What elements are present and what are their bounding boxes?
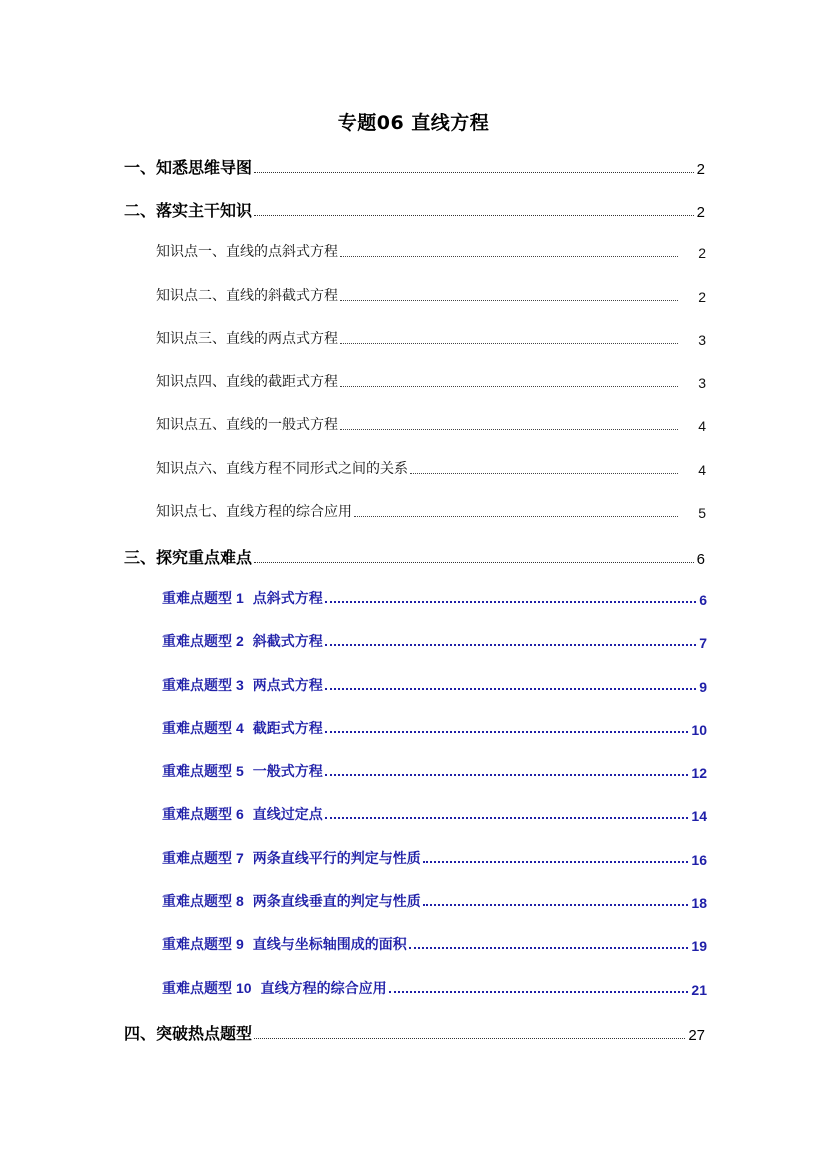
toc-page-number: 6 [696, 551, 705, 568]
toc-key-type-title [162, 891, 421, 911]
toc-key-type-number: 9 [236, 936, 244, 952]
toc-page-number: 5 [698, 505, 706, 521]
toc-knowledge-point-6[interactable] [156, 458, 706, 478]
toc-page-number: 27 [688, 1027, 705, 1044]
toc-key-type-number: 6 [236, 806, 244, 822]
toc-section-2[interactable] [124, 198, 705, 221]
toc-key-type-9[interactable] [162, 934, 707, 954]
toc-key-type-title [162, 675, 323, 695]
toc-key-type-title [162, 934, 407, 954]
toc-key-type-title [162, 588, 323, 608]
toc-key-type-prefix: 重难点题型 [162, 807, 232, 823]
toc-page-number: 6 [699, 592, 707, 608]
toc-section-label: 二、落实主干知识 [124, 201, 253, 220]
toc-section-3[interactable] [124, 545, 705, 568]
toc-section-label: 三、探究重点难点 [124, 548, 253, 567]
toc-key-type-number: 8 [236, 893, 244, 909]
toc-key-type-title [162, 978, 387, 998]
toc-key-type-prefix: 重难点题型 [162, 894, 232, 910]
toc-page-number: 10 [691, 722, 707, 738]
toc-page-number: 14 [691, 808, 707, 824]
toc-page-number: 9 [699, 679, 707, 695]
toc-key-type-number: 7 [236, 850, 244, 866]
toc-key-type-10[interactable] [162, 978, 707, 998]
toc-leader-dots [340, 296, 678, 301]
toc-key-type-prefix: 重难点题型 [162, 591, 232, 607]
toc-key-type-number: 1 [236, 590, 244, 606]
toc-key-type-prefix: 重难点题型 [162, 634, 232, 650]
toc-page-number: 19 [691, 938, 707, 954]
toc-page-number: 7 [699, 635, 707, 651]
toc-item-label: 知识点一、直线的点斜式方程 [156, 244, 338, 260]
toc-page-number: 4 [698, 418, 706, 434]
toc-key-type-label: 两条直线平行的判定与性质 [252, 851, 421, 867]
toc-key-type-title [162, 804, 323, 824]
toc-item-label: 知识点六、直线方程不同形式之间的关系 [156, 461, 408, 477]
toc-key-type-6[interactable] [162, 804, 707, 824]
toc-key-type-prefix: 重难点题型 [162, 764, 232, 780]
toc-section-label: 一、知悉思维导图 [124, 158, 253, 177]
toc-key-type-2[interactable] [162, 631, 707, 651]
toc-leader-dots [389, 987, 689, 993]
toc-knowledge-point-3[interactable] [156, 328, 706, 348]
toc-section-4[interactable] [124, 1021, 705, 1044]
toc-page-number: 2 [698, 245, 706, 261]
toc-key-type-7[interactable] [162, 848, 707, 868]
toc-key-type-label: 一般式方程 [252, 764, 323, 780]
toc-item-label: 知识点三、直线的两点式方程 [156, 331, 338, 347]
toc-page-number: 21 [691, 982, 707, 998]
toc-leader-dots [340, 252, 678, 257]
toc-leader-dots [254, 558, 694, 563]
toc-key-type-prefix: 重难点题型 [162, 678, 232, 694]
toc-knowledge-point-7[interactable] [156, 501, 706, 521]
toc-key-type-label: 两条直线垂直的判定与性质 [252, 894, 421, 910]
toc-key-type-title [162, 761, 323, 781]
toc-leader-dots [325, 813, 689, 819]
toc-knowledge-point-5[interactable] [156, 414, 706, 434]
toc-section-label: 四、突破热点题型 [124, 1024, 253, 1043]
toc-leader-dots [254, 168, 694, 173]
toc-knowledge-point-1[interactable] [156, 241, 706, 261]
toc-key-type-3[interactable] [162, 675, 707, 695]
toc-key-type-label: 直线与坐标轴围成的面积 [252, 937, 407, 953]
toc-item-label: 知识点七、直线方程的综合应用 [156, 504, 352, 520]
toc-key-type-label: 两点式方程 [252, 678, 323, 694]
toc-key-type-label: 直线过定点 [252, 807, 323, 823]
toc-key-type-title [162, 848, 421, 868]
toc-leader-dots [423, 900, 689, 906]
toc-key-type-prefix: 重难点题型 [162, 851, 232, 867]
toc-key-type-4[interactable] [162, 718, 707, 738]
toc-leader-dots [325, 640, 696, 646]
toc-page-number: 16 [691, 852, 707, 868]
toc-leader-dots [325, 727, 689, 733]
toc-leader-dots [354, 512, 678, 517]
toc-key-type-1[interactable] [162, 588, 707, 608]
toc-knowledge-point-2[interactable] [156, 285, 706, 305]
toc-page-number: 18 [691, 895, 707, 911]
toc-leader-dots [254, 1034, 685, 1039]
toc-page-number: 3 [698, 375, 706, 391]
toc-page-number: 12 [691, 765, 707, 781]
toc-leader-dots [423, 857, 689, 863]
toc-item-label: 知识点二、直线的斜截式方程 [156, 288, 338, 304]
toc-leader-dots [325, 597, 696, 603]
toc-key-type-8[interactable] [162, 891, 707, 911]
toc-key-type-label: 直线方程的综合应用 [260, 981, 387, 997]
toc-key-type-label: 斜截式方程 [252, 634, 323, 650]
toc-key-type-number: 5 [236, 763, 244, 779]
toc-knowledge-point-4[interactable] [156, 371, 706, 391]
toc-leader-dots [340, 425, 678, 430]
toc-key-type-number: 3 [236, 677, 244, 693]
toc-key-type-number: 2 [236, 633, 244, 649]
toc-leader-dots [340, 339, 678, 344]
toc-leader-dots [409, 943, 689, 949]
toc-leader-dots [340, 382, 678, 387]
toc-key-type-number: 10 [236, 980, 252, 996]
toc-key-type-number: 4 [236, 720, 244, 736]
toc-key-type-prefix: 重难点题型 [162, 937, 232, 953]
toc-section-1[interactable] [124, 155, 705, 178]
toc-key-type-5[interactable] [162, 761, 707, 781]
toc-key-type-label: 点斜式方程 [252, 591, 323, 607]
toc-key-type-label: 截距式方程 [252, 721, 323, 737]
toc-page-number: 2 [698, 289, 706, 305]
toc-leader-dots [325, 770, 689, 776]
page-title: 专题06 直线方程 [337, 112, 490, 134]
toc-leader-dots [410, 469, 678, 474]
toc-page-number: 2 [696, 161, 705, 178]
toc-page-number: 4 [698, 462, 706, 478]
toc-page-number: 3 [698, 332, 706, 348]
toc-leader-dots [325, 684, 696, 690]
toc-key-type-prefix: 重难点题型 [162, 981, 232, 997]
toc-leader-dots [254, 211, 694, 216]
toc-item-label: 知识点四、直线的截距式方程 [156, 374, 338, 390]
toc-item-label: 知识点五、直线的一般式方程 [156, 417, 338, 433]
toc-key-type-prefix: 重难点题型 [162, 721, 232, 737]
toc-key-type-title [162, 718, 323, 738]
toc-key-type-title [162, 631, 323, 651]
toc-page-number: 2 [696, 204, 705, 221]
